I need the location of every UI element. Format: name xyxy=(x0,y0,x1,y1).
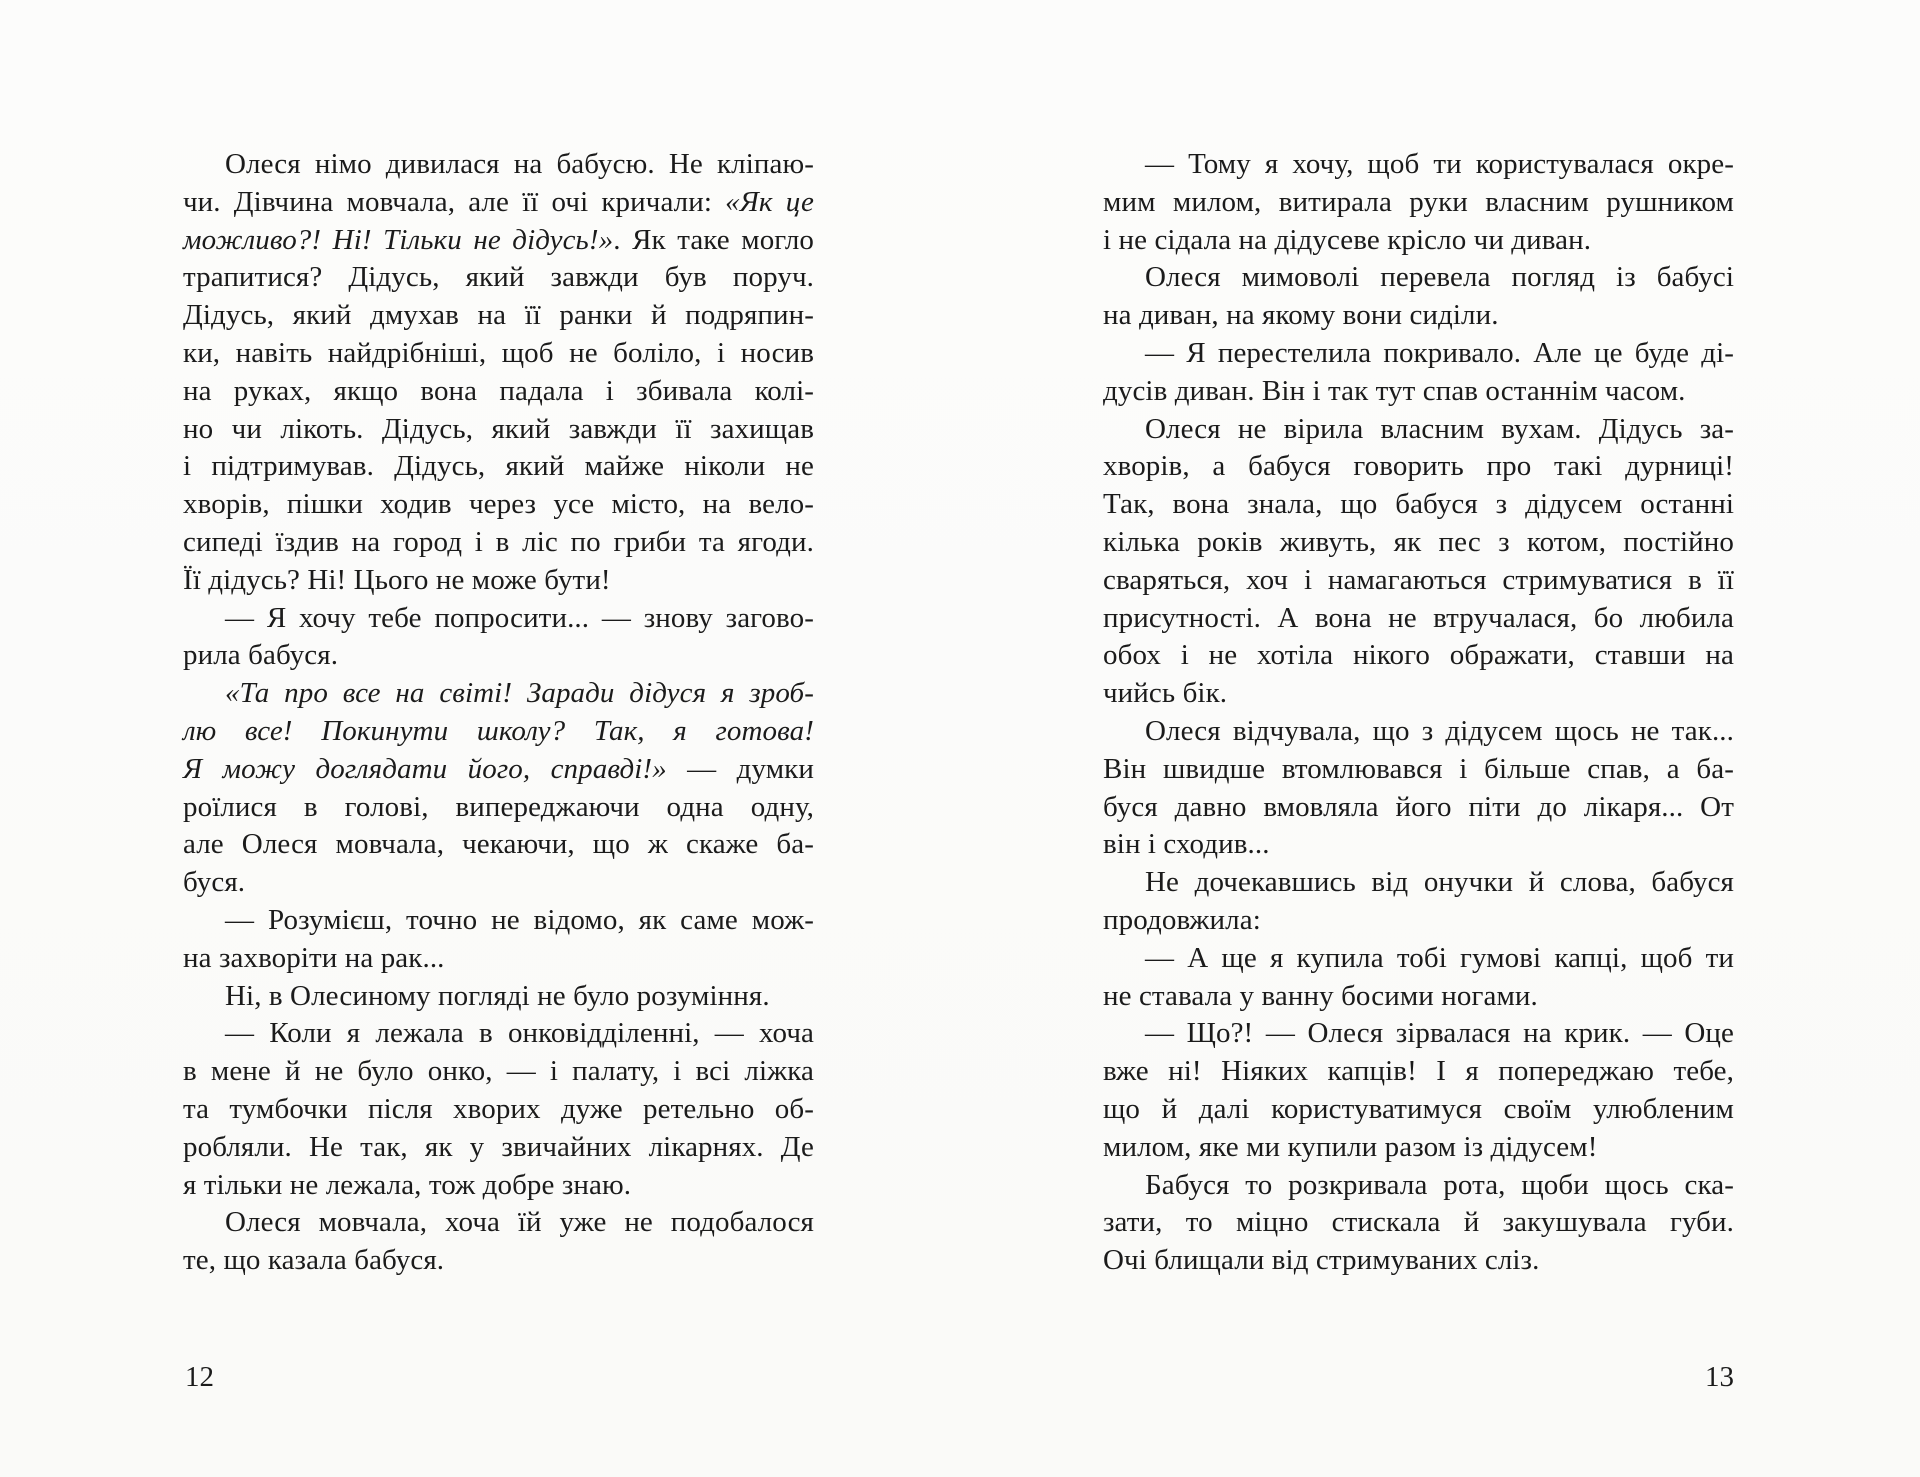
text-segment: сваряться, хоч і намагаються стримуватися в її xyxy=(1103,563,1734,596)
text-segment: но чи лікоть. Дідусь, який завжди її захищав xyxy=(183,412,814,445)
text-line xyxy=(1103,1091,1734,1129)
text-line xyxy=(1103,637,1734,675)
text-line xyxy=(1103,259,1734,297)
text-segment: хворів, а бабуся говорить про такі дурниці! xyxy=(1103,450,1734,483)
text-line xyxy=(183,524,814,562)
text-segment: рила бабуся. xyxy=(183,639,339,672)
text-line xyxy=(1103,789,1734,827)
text-line xyxy=(1103,222,1734,260)
text-segment: ки, навіть найдрібніші, щоб не боліло, і носив xyxy=(183,336,814,369)
text-line xyxy=(1103,826,1734,864)
italic-text-segment: лю все! Покинути школу? Так, я готова! xyxy=(183,714,814,747)
text-line xyxy=(183,448,814,486)
text-segment: Олеся не вірила власним вухам. Дідусь за- xyxy=(1145,412,1734,445)
text-line xyxy=(183,675,814,713)
page-left-text xyxy=(183,146,814,1280)
text-segment: вже ні! Ніяких капців! І я попереджаю тебе, xyxy=(1103,1055,1734,1088)
text-line xyxy=(183,184,814,222)
text-line xyxy=(1103,978,1734,1016)
text-segment: що й далі користуватимуся своїм улюбленим xyxy=(1103,1092,1734,1125)
text-line xyxy=(183,1015,814,1053)
text-segment: і підтримував. Дідусь, який майже ніколи не xyxy=(183,450,814,483)
text-segment: і не сідала на дідусеве крісло чи диван. xyxy=(1103,223,1592,256)
text-segment: — Я перестелила покривало. Але це буде ді- xyxy=(1145,336,1734,369)
text-line xyxy=(1103,297,1734,335)
page-right-text xyxy=(1103,146,1734,1280)
text-segment: Її дідусь? Ні! Цього не може бути! xyxy=(183,563,611,596)
text-line xyxy=(1103,146,1734,184)
text-line xyxy=(183,978,814,1016)
text-segment: робляли. Не так, як у звичайних лікарнях. Де xyxy=(183,1130,814,1163)
text-line xyxy=(1103,675,1734,713)
text-segment: присутності. А вона не втручалася, бо любила xyxy=(1103,601,1734,634)
text-segment: — думки xyxy=(666,752,814,785)
text-line xyxy=(183,222,814,260)
text-segment: продовжила: xyxy=(1103,903,1261,936)
text-segment: Олеся німо дивилася на бабусю. Не кліпаю- xyxy=(225,148,814,180)
text-segment: Олеся мимоволі перевела погляд із бабусі xyxy=(1145,261,1734,294)
text-segment: Ні, в Олесиному погляді не було розуміння. xyxy=(225,979,770,1012)
text-segment: сипеді їздив на город і в ліс по гриби та ягоди. xyxy=(183,525,814,558)
text-line xyxy=(183,826,814,864)
text-segment: . Як таке могло xyxy=(613,223,814,256)
italic-text-segment: можливо?! Ні! Тільки не дідусь!» xyxy=(183,223,614,256)
text-line xyxy=(1103,524,1734,562)
italic-text-segment: Я можу доглядати його, справді!» xyxy=(183,752,667,785)
text-segment: обох і не хотіла нікого ображати, ставши на xyxy=(1103,639,1734,672)
text-segment: в мене й не було онко, — і палату, і всі ліжка xyxy=(183,1055,814,1088)
text-line xyxy=(183,562,814,600)
text-segment: я тільки не лежала, тож добре знаю. xyxy=(183,1168,632,1201)
text-line xyxy=(1103,713,1734,751)
text-segment: — А ще я купила тобі гумові капці, щоб ти xyxy=(1145,941,1734,974)
text-line xyxy=(183,713,814,751)
text-line xyxy=(183,297,814,335)
text-segment: він і сходив... xyxy=(1103,828,1270,861)
text-segment: Олеся відчувала, що з дідусем щось не так... xyxy=(1145,714,1734,747)
text-line xyxy=(183,940,814,978)
text-segment: трапитися? Дідусь, який завжди був поруч. xyxy=(183,261,814,294)
text-line xyxy=(1103,486,1734,524)
text-line xyxy=(1103,1167,1734,1205)
text-segment: те, що казала бабуся. xyxy=(183,1244,445,1277)
text-segment: — Розумієш, точно не відомо, як саме мож- xyxy=(225,903,814,936)
text-line xyxy=(183,637,814,675)
text-line xyxy=(183,864,814,902)
text-segment: милом, яке ми купили разом із дідусем! xyxy=(1103,1130,1598,1163)
text-line xyxy=(183,486,814,524)
text-segment: чи. Дівчина мовчала, але її очі кричали: xyxy=(183,185,726,218)
text-line xyxy=(1103,902,1734,940)
page-number-left: 12 xyxy=(185,1361,214,1393)
text-line xyxy=(183,146,814,184)
text-line xyxy=(1103,1242,1734,1280)
text-line xyxy=(183,1129,814,1167)
text-segment: зати, то міцно стискала й закушувала губи. xyxy=(1103,1206,1734,1239)
text-segment: Бабуся то розкривала рота, щоби щось ска- xyxy=(1145,1168,1734,1201)
text-line xyxy=(1103,373,1734,411)
italic-text-segment: «Та про все на світі! Заради дідуся я зроб- xyxy=(225,677,814,710)
text-line xyxy=(183,259,814,297)
text-line xyxy=(183,789,814,827)
text-segment: та тумбочки після хворих дуже ретельно об- xyxy=(183,1092,814,1125)
text-line xyxy=(183,600,814,638)
text-segment: не ставала у ванну босими ногами. xyxy=(1103,979,1538,1012)
text-line xyxy=(183,1053,814,1091)
text-line xyxy=(183,1091,814,1129)
text-segment: — Коли я лежала в онковідділенні, — хоча xyxy=(225,1017,814,1050)
text-segment: кілька років живуть, як пес з котом, постійно xyxy=(1103,525,1734,558)
text-line xyxy=(1103,751,1734,789)
text-segment: Дідусь, який дмухав на її ранки й подряпин- xyxy=(183,299,814,332)
text-segment: — Що?! — Олеся зірвалася на крик. — Оце xyxy=(1145,1017,1734,1050)
text-segment: але Олеся мовчала, чекаючи, що ж скаже ба- xyxy=(183,828,814,861)
text-line xyxy=(1103,335,1734,373)
text-line xyxy=(183,751,814,789)
text-segment: мим милом, витирала руки власним рушником xyxy=(1103,185,1734,218)
text-segment: на диван, на якому вони сиділи. xyxy=(1103,299,1499,332)
text-segment: буся давно вмовляла його піти до лікаря... От xyxy=(1103,790,1734,823)
text-line xyxy=(183,1167,814,1205)
text-segment: Так, вона знала, що бабуся з дідусем останні xyxy=(1103,488,1734,521)
text-segment: — Тому я хочу, щоб ти користувалася окре- xyxy=(1145,148,1734,180)
text-line xyxy=(183,1204,814,1242)
text-line xyxy=(183,411,814,449)
text-segment: на захворіти на рак... xyxy=(183,941,445,974)
text-segment: — Я хочу тебе попросити... — знову загово- xyxy=(225,601,814,634)
text-line xyxy=(1103,562,1734,600)
text-line xyxy=(183,335,814,373)
text-line xyxy=(1103,184,1734,222)
text-segment: роїлися в голові, випереджаючи одна одну, xyxy=(183,790,814,823)
text-line xyxy=(1103,1053,1734,1091)
text-segment: Він швидше втомлювався і більше спав, а ба- xyxy=(1103,752,1734,785)
italic-text-segment: «Як це xyxy=(725,185,815,218)
text-segment: хворів, пішки ходив через усе місто, на вело- xyxy=(183,488,814,521)
text-line xyxy=(1103,600,1734,638)
text-segment: чийсь бік. xyxy=(1103,677,1228,710)
text-segment: буся. xyxy=(183,866,246,899)
text-segment: Не дочекавшись від онучки й слова, бабуся xyxy=(1145,866,1734,899)
text-line xyxy=(1103,1015,1734,1053)
text-line xyxy=(1103,1129,1734,1167)
text-line xyxy=(1103,448,1734,486)
text-segment: Очі блищали від стримуваних сліз. xyxy=(1103,1244,1540,1277)
page-number-right: 13 xyxy=(1705,1361,1734,1393)
text-line xyxy=(1103,1204,1734,1242)
text-line xyxy=(1103,940,1734,978)
text-line xyxy=(183,902,814,940)
text-line xyxy=(1103,411,1734,449)
text-segment: дусів диван. Він і так тут спав останнім часом. xyxy=(1103,374,1686,407)
text-segment: Олеся мовчала, хоча їй уже не подобалося xyxy=(225,1206,814,1239)
text-segment: на руках, якщо вона падала і збивала колі- xyxy=(183,374,814,407)
text-line xyxy=(183,1242,814,1280)
text-line xyxy=(1103,864,1734,902)
text-line xyxy=(183,373,814,411)
